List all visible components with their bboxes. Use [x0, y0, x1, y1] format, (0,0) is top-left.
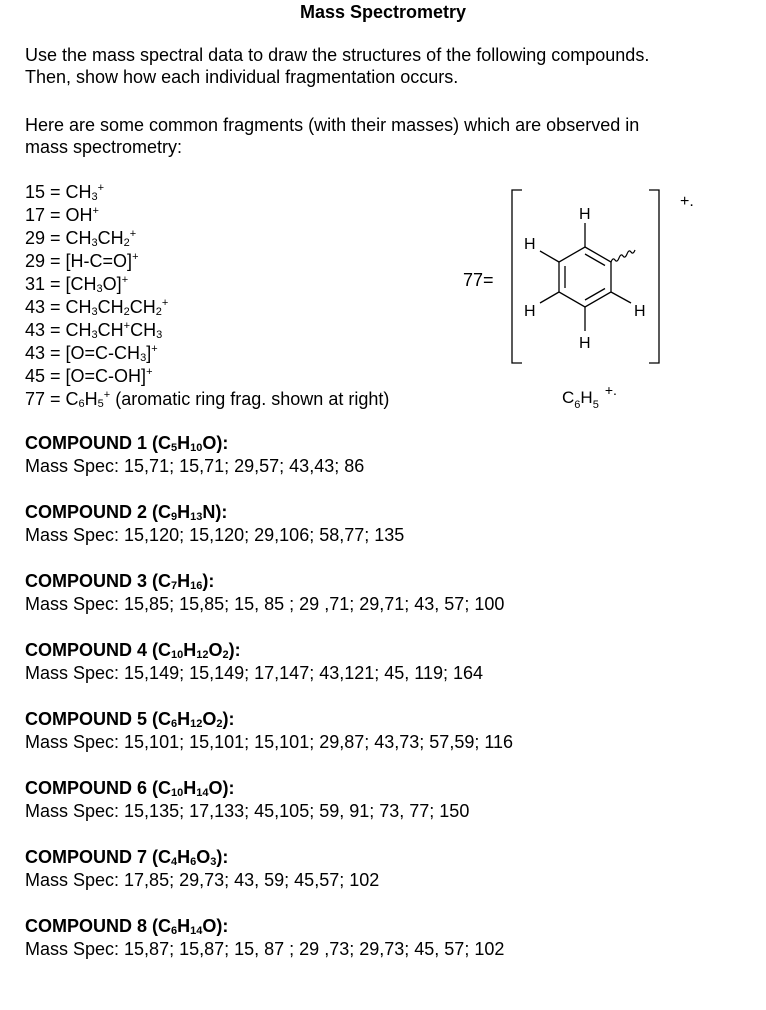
fragment-item [25, 296, 465, 319]
formula-text: ] [146, 343, 152, 363]
wavy-bond [611, 250, 635, 262]
ring-mass-label: 77= [463, 270, 494, 290]
fragment-formula [66, 274, 129, 294]
equals-sign: = [45, 274, 66, 294]
subscript: 2 [216, 718, 223, 730]
formula-text: COMPOUND 1 (C [25, 433, 172, 453]
left-bracket [512, 190, 522, 363]
formula-text: ): [202, 571, 215, 591]
fragment-formula [66, 205, 99, 225]
subscript: 3 [91, 329, 98, 341]
formula-charge: +. [604, 382, 617, 398]
compound-title [25, 570, 745, 593]
compound-mass-spec: Mass Spec: 15,149; 15,149; 17,147; 43,121; 45, 119; 164 [25, 663, 484, 683]
hydrogen-atom-lower-left: H [524, 303, 536, 320]
subscript: 16 [190, 580, 203, 592]
fragment-item [25, 273, 465, 296]
compound-mass-spec: Mass Spec: 15,120; 15,120; 29,106; 58,77; 135 [25, 525, 405, 545]
formula-text: OH [65, 205, 93, 225]
hydrogen-atom-lower-right: H [634, 303, 646, 320]
superscript: + [129, 228, 137, 240]
compound-block [25, 777, 745, 846]
subscript: 10 [171, 649, 184, 661]
fragment-item [25, 319, 465, 342]
formula-text: COMPOUND 7 (C [25, 847, 172, 867]
compound-block [25, 570, 745, 639]
formula-text: O] [102, 274, 122, 294]
compound-title [25, 708, 745, 731]
formula-text: O [208, 640, 223, 660]
fragment-formula [66, 343, 158, 363]
compound-mass-spec: Mass Spec: 15,101; 15,101; 15,101; 29,87; 43,73; 57,59; 116 [25, 732, 514, 752]
equals-sign: = [45, 389, 66, 409]
subscript: 9 [171, 511, 178, 523]
formula-text: H [183, 640, 197, 660]
subscript: 12 [196, 649, 209, 661]
subscript: 5 [97, 398, 104, 410]
compound-mass-spec: Mass Spec: 15,87; 15,87; 15, 87 ; 29 ,73; 29,73; 45, 57; 102 [25, 939, 505, 959]
fragment-mass: 17 [25, 205, 46, 225]
subscript: 2 [222, 649, 229, 661]
formula-text: CH [65, 182, 92, 202]
formula-text: O): [202, 916, 229, 936]
compound-block [25, 501, 745, 570]
compound-block [25, 915, 745, 984]
fragment-formula [66, 366, 153, 386]
superscript: + [103, 389, 111, 401]
fragment-item [25, 227, 465, 250]
compound-mass-spec: Mass Spec: 15,85; 15,85; 15, 85 ; 29 ,71; 29,71; 43, 57; 100 [25, 594, 505, 614]
subscript: 3 [156, 329, 163, 341]
formula-text: H [177, 916, 191, 936]
formula-text: O): [202, 433, 229, 453]
formula-text: H [177, 502, 191, 522]
formula-h: H [580, 388, 593, 407]
subscript: 12 [190, 718, 203, 730]
formula-text: H [183, 778, 197, 798]
subscript: 7 [171, 580, 178, 592]
formula-text: CH [97, 320, 124, 340]
formula-h-subscript: 5 [592, 399, 599, 411]
formula-text: CH [65, 320, 92, 340]
equals-sign: = [45, 320, 66, 340]
compound-block [25, 639, 745, 708]
compound-mass-spec: Mass Spec: 15,71; 15,71; 29,57; 43,43; 86 [25, 456, 365, 476]
subscript: 10 [190, 442, 203, 454]
hydrogen-atom-bottom: H [579, 335, 591, 352]
fragment-mass: 29 [25, 251, 46, 271]
fragment-item [25, 365, 465, 388]
fragment-mass: 77 [25, 389, 46, 409]
superscript: + [132, 251, 139, 263]
bond-upper-left [540, 251, 559, 262]
subscript: 2 [123, 306, 130, 318]
aromatic-ring-figure [460, 185, 720, 415]
right-bracket [649, 190, 659, 363]
subscript: 6 [171, 718, 178, 730]
subscript: 4 [171, 856, 178, 868]
compound-block [25, 846, 745, 915]
formula-text: (aromatic ring frag. shown at right) [110, 389, 390, 409]
compound-mass-spec: Mass Spec: 17,85; 29,73; 43, 59; 45,57; 102 [25, 870, 380, 890]
formula-text: O [202, 709, 217, 729]
equals-sign: = [45, 205, 66, 225]
fragment-formula [66, 251, 139, 271]
fragment-mass: 15 [25, 182, 46, 202]
common-fragments-line-2: mass spectrometry: [25, 137, 183, 157]
fragment-mass: 43 [25, 297, 46, 317]
fragment-item [25, 388, 465, 411]
common-fragments-intro [25, 114, 745, 158]
fragment-formula [66, 389, 390, 409]
formula-text: ): [228, 640, 241, 660]
formula-c-subscript: 6 [574, 399, 581, 411]
benzene-ring [559, 247, 611, 307]
compound-title [25, 432, 745, 455]
equals-sign: = [45, 366, 66, 386]
formula-text: [O=C-CH [65, 343, 141, 363]
fragment-list [25, 181, 465, 411]
formula-text: ): [216, 847, 229, 867]
formula-text: [CH [65, 274, 97, 294]
equals-sign: = [45, 228, 66, 248]
compound-title [25, 501, 745, 524]
subscript: 3 [140, 352, 147, 364]
compound-title [25, 777, 745, 800]
formula-text: [H-C=O] [65, 251, 133, 271]
fragment-mass: 45 [25, 366, 46, 386]
formula-text: CH [97, 228, 124, 248]
fragment-mass: 29 [25, 228, 46, 248]
equals-sign: = [45, 251, 66, 271]
fragment-formula [66, 182, 105, 202]
subscript: 2 [155, 306, 162, 318]
subscript: 10 [171, 787, 184, 799]
superscript: + [123, 320, 131, 332]
double-bond-3 [585, 289, 605, 301]
compound-mass-spec: Mass Spec: 15,135; 17,133; 45,105; 59, 91; 73, 77; 150 [25, 801, 470, 821]
formula-text: COMPOUND 8 (C [25, 916, 172, 936]
bond-lower-right [611, 292, 631, 303]
subscript: 3 [96, 283, 103, 295]
fragment-mass: 43 [25, 343, 46, 363]
subscript: 3 [91, 237, 98, 249]
ring-formula [562, 382, 617, 411]
fragment-item [25, 181, 465, 204]
instructions-line-1: Use the mass spectral data to draw the structures of the following compounds. [25, 45, 650, 65]
fragment-item [25, 342, 465, 365]
compound-title [25, 639, 745, 662]
common-fragments-line-1: Here are some common fragments (with their masses) which are observed in [25, 115, 640, 135]
formula-text: H [177, 847, 191, 867]
formula-text: H [177, 433, 191, 453]
fragment-item [25, 250, 465, 273]
fragment-formula [66, 320, 163, 340]
compound-block [25, 708, 745, 777]
subscript: 2 [123, 237, 130, 249]
fragment-formula [66, 228, 137, 248]
radical-cation-charge: +. [680, 193, 694, 210]
subscript: 3 [91, 191, 98, 203]
superscript: + [121, 274, 129, 286]
formula-text: H [84, 389, 98, 409]
superscript: + [97, 182, 105, 194]
superscript: + [151, 343, 158, 355]
formula-text: CH [65, 297, 92, 317]
instructions [25, 44, 745, 88]
formula-text: CH [129, 297, 156, 317]
compound-block [25, 432, 745, 501]
instructions-line-2: Then, show how each individual fragmentation occurs. [25, 67, 459, 87]
formula-text: O [196, 847, 211, 867]
compound-title [25, 846, 745, 869]
hydrogen-atom-upper-left: H [524, 236, 536, 253]
formula-text: ): [222, 709, 235, 729]
superscript: + [161, 297, 169, 309]
formula-text: COMPOUND 4 (C [25, 640, 172, 660]
superscript: + [146, 366, 153, 378]
hydrogen-atom-top: H [579, 206, 591, 223]
subscript: 6 [171, 925, 178, 937]
superscript: + [92, 205, 99, 217]
compound-list [25, 432, 745, 984]
formula-text: CH [130, 320, 157, 340]
fragment-mass: 31 [25, 274, 46, 294]
formula-text: H [177, 709, 191, 729]
double-bond-1 [585, 254, 605, 266]
formula-text: N): [202, 502, 228, 522]
subscript: 5 [171, 442, 178, 454]
phenyl-cation-diagram [460, 185, 720, 415]
compound-title [25, 915, 745, 938]
formula-c: C [562, 388, 575, 407]
equals-sign: = [45, 297, 66, 317]
formula-text: C [65, 389, 79, 409]
subscript: 14 [190, 925, 203, 937]
subscript: 6 [190, 856, 197, 868]
formula-text: CH [65, 228, 92, 248]
formula-text: O): [208, 778, 235, 798]
fragment-formula [66, 297, 169, 317]
formula-text: COMPOUND 3 (C [25, 571, 172, 591]
formula-text: COMPOUND 5 (C [25, 709, 172, 729]
subscript: 14 [196, 787, 209, 799]
equals-sign: = [45, 343, 66, 363]
subscript: 3 [210, 856, 217, 868]
subscript: 6 [78, 398, 85, 410]
formula-text: COMPOUND 6 (C [25, 778, 172, 798]
formula-text: [O=C-OH] [65, 366, 147, 386]
formula-text: COMPOUND 2 (C [25, 502, 172, 522]
formula-text: H [177, 571, 191, 591]
page-title: Mass Spectrometry [299, 2, 467, 22]
subscript: 13 [190, 511, 203, 523]
subscript: 3 [91, 306, 98, 318]
bond-lower-left [540, 292, 559, 303]
equals-sign: = [45, 182, 66, 202]
formula-text: CH [97, 297, 124, 317]
fragment-item [25, 204, 465, 227]
fragment-mass: 43 [25, 320, 46, 340]
